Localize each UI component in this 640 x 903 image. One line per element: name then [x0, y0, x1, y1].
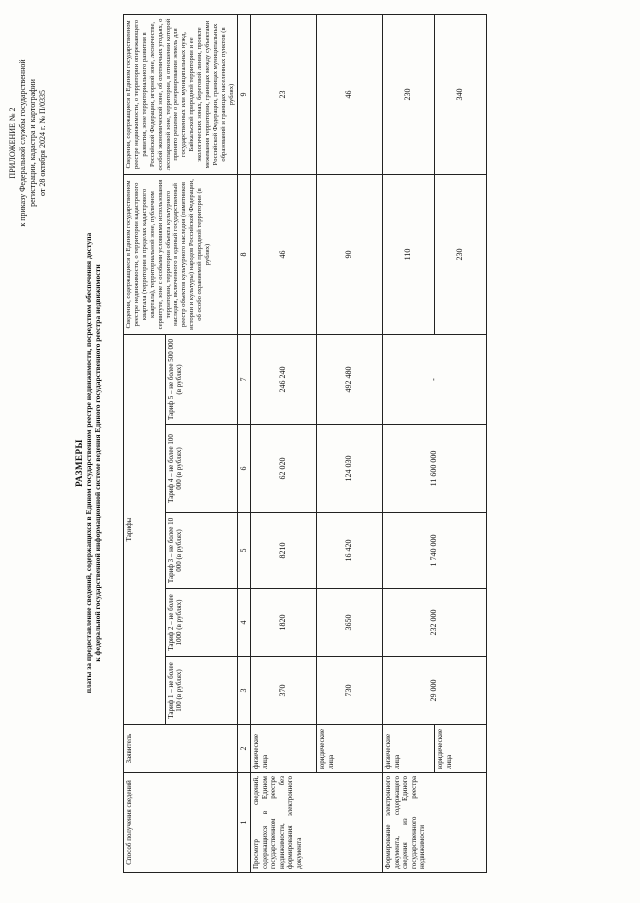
header-tariff-1: Тариф 1 – не более 100 (в рублях)	[165, 657, 237, 725]
tariff-cell: 1820	[251, 589, 317, 657]
tariff-cell: 11 600 000	[383, 425, 487, 513]
col8-cell: 46	[251, 175, 317, 335]
applicant-cell: физические лица	[383, 725, 435, 773]
header-tariff-2: Тариф 2 – не более 1000 (в рублях)	[165, 589, 237, 657]
table-row	[251, 15, 317, 873]
index-cell: 5	[237, 513, 251, 589]
table-index-row	[237, 15, 251, 873]
tariff-cell: 370	[251, 657, 317, 725]
index-cell: 4	[237, 589, 251, 657]
col9-cell: 340	[435, 15, 487, 175]
index-cell: 2	[237, 725, 251, 773]
table-row	[383, 15, 435, 873]
tariff-cell: 8210	[251, 513, 317, 589]
index-cell: 6	[237, 425, 251, 513]
tariff-cell: 29 000	[383, 657, 487, 725]
col9-cell: 23	[251, 15, 317, 175]
appendix-agency-line: регистрации, кадастра и картографии	[28, 79, 37, 207]
applicant-cell: юридические лица	[435, 725, 487, 773]
appendix-order-line: к приказу Федеральной службы государственной	[18, 59, 27, 227]
col8-cell: 230	[435, 175, 487, 335]
tariff-cell: 1 740 000	[383, 513, 487, 589]
index-cell: 8	[237, 175, 251, 335]
index-cell: 9	[237, 15, 251, 175]
header-col8: Сведения, содержащиеся в Едином государственном реестре недвижимости, о территории кадастрового квартала (территории в пределах кадастрового квартала), территориальной зоне, публичном сервитуте, зоне с особыми условиями использования территории, территории объекта культурного наследия, включенного в единый государственный реестр объектов культурного наследия (памятников истории и культуры) народов Российской Федерации, об особо охраняемой природной территории (в рублях)	[124, 175, 238, 335]
tariff-cell: 730	[317, 657, 383, 725]
index-cell: 7	[237, 335, 251, 425]
header-tariff-3: Тариф 3 – не более 10 000 (в рублях)	[165, 513, 237, 589]
appendix-date-line: от 28 октября 2024 г. № П/0335	[38, 90, 47, 197]
tariff-cell: 492 480	[317, 335, 383, 425]
index-cell: 3	[237, 657, 251, 725]
title-line-1: платы за предоставление сведений, содержащихся в Едином государственном реестре недвижимости, посредством обеспечения доступа	[84, 232, 93, 694]
applicant-cell: юридические лица	[317, 725, 383, 773]
group2-method: Формирование электронного документа, содержащего сведения из Единого государственного реестра недвижимости	[383, 773, 487, 873]
header-tariff-4: Тариф 4 – не более 100 000 (в рублях)	[165, 425, 237, 513]
tariff-cell: 62 020	[251, 425, 317, 513]
header-applicant: Заявитель	[124, 725, 238, 773]
appendix-number: ПРИЛОЖЕНИЕ № 2	[8, 107, 17, 179]
col8-cell: 90	[317, 175, 383, 335]
appendix-header	[8, 23, 48, 263]
tariff-cell: 246 240	[251, 335, 317, 425]
index-cell: 1	[237, 773, 251, 873]
table-header-row	[124, 15, 166, 873]
header-col9: Сведения, содержащиеся в Едином государственном реестре недвижимости, о территории опережающего развития, зоне территориального развития в Российской Федерации, игорной зоне, лесничестве, особой экономической зоне, об охотничьих угодьях, о лесопарковой зоне, территории, в отношении которой принято решение о резервировании земель для государственных или муниципальных нужд, Байкальской природной территории и ее экологических зонах, береговой линии, проекте межевания территории, границах между субъектами Российской Федерации, границах муниципальных образований и границах населенных пунктов (в рублях)	[124, 15, 238, 175]
table-row	[317, 15, 383, 873]
applicant-cell: физические лица	[251, 725, 317, 773]
tariff-cell: 16 420	[317, 513, 383, 589]
col9-cell: 46	[317, 15, 383, 175]
header-tariffs: Тарифы	[124, 335, 166, 725]
col8-cell: 110	[383, 175, 435, 335]
col9-cell: 230	[383, 15, 435, 175]
document-title	[74, 123, 102, 803]
tariff-cell: 232 000	[383, 589, 487, 657]
title-line-2: к федеральной государственной информационной системе ведения Единого государственного реестра недвижимости	[93, 264, 102, 662]
fee-table	[123, 14, 487, 873]
header-tariff-5: Тариф 5 – не более 500 000 (в рублях)	[165, 335, 237, 425]
tariff-cell: -	[383, 335, 487, 425]
title-main: РАЗМЕРЫ	[74, 439, 84, 487]
header-method: Способ получения сведений	[124, 773, 238, 873]
group1-method: Просмотр сведений, содержащихся в Едином государственном реестре недвижимости, без формирования электронного документа	[251, 773, 383, 873]
tariff-cell: 124 030	[317, 425, 383, 513]
tariff-cell: 3650	[317, 589, 383, 657]
